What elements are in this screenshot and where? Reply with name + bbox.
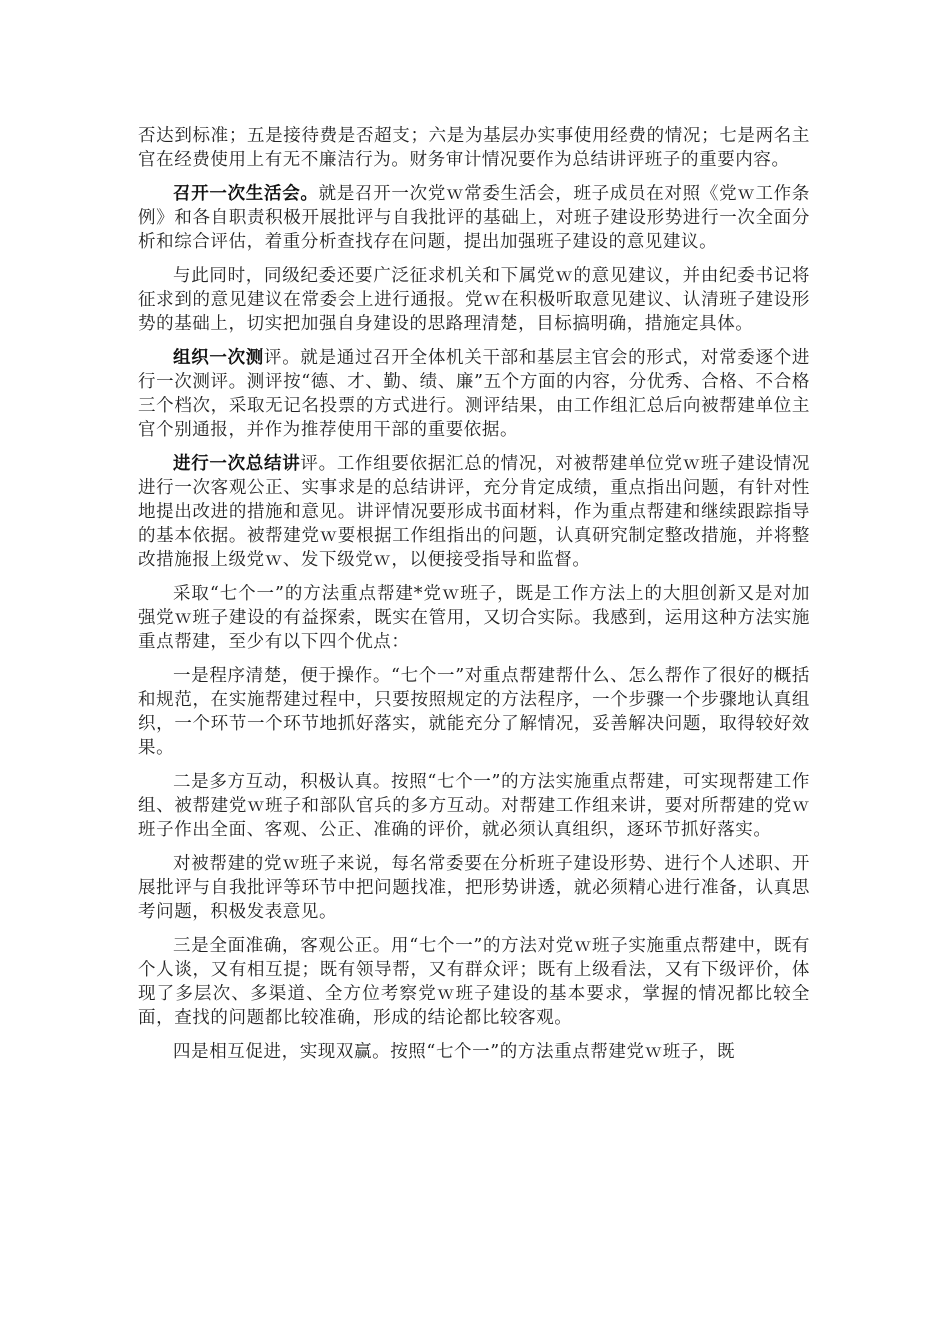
paragraph-11-text: 四是相互促进，实现双赢。按照“七个一”的方法重点帮建党ｗ班子，既 [173, 1042, 736, 1062]
paragraph-8 [138, 770, 810, 842]
paragraph-2-lead: 召开一次生活会。 [173, 184, 319, 204]
document-body [138, 124, 810, 1074]
paragraph-2 [138, 182, 810, 254]
paragraph-11 [138, 1040, 810, 1064]
paragraph-5-text: 评。工作组要依据汇总的情况，对被帮建单位党ｗ班子建设情况进行一次客观公正、实事求是的总结讲评，充分肯定成绩，重点指出问题，有针对性地提出改进的措施和意见。讲评情况要形成书面材料，作为重点帮建和继续跟踪指导的基本依据。被帮建党ｗ要根据工作组指出的问题，认真研究制定整改措施，并将整改措施报上级党ｗ、发下级党ｗ，以便接受指导和监督。 [138, 454, 810, 570]
paragraph-6 [138, 582, 810, 654]
paragraph-3 [138, 264, 810, 336]
paragraph-10 [138, 934, 810, 1030]
paragraph-6-text: 采取“七个一”的方法重点帮建*党ｗ班子，既是工作方法上的大胆创新又是对加强党ｗ班子建设的有益探索，既实在管用，又切合实际。我感到，运用这种方法实施重点帮建，至少有以下四个优点： [138, 584, 810, 652]
paragraph-10-text: 三是全面准确，客观公正。用“七个一”的方法对党ｗ班子实施重点帮建中，既有个人谈，又有相互提；既有领导帮，又有群众评；既有上级看法，又有下级评价，体现了多层次、多渠道、全方位考察党ｗ班子建设的基本要求，掌握的情况都比较全面，查找的问题都比较准确，形成的结论都比较客观。 [138, 936, 810, 1028]
paragraph-4-text: 评。就是通过召开全体机关干部和基层主官会的形式，对常委逐个进行一次测评。测评按“德、才、勤、绩、廉”五个方面的内容，分优秀、合格、不合格三个档次，采取无记名投票的方式进行。测评结果，由工作组汇总后向被帮建单位主官个别通报，并作为推荐使用干部的重要依据。 [138, 348, 810, 440]
paragraph-4 [138, 346, 810, 442]
paragraph-1 [138, 124, 810, 172]
paragraph-7-text: 一是程序清楚，便于操作。“七个一”对重点帮建帮什么、怎么帮作了很好的概括和规范，在实施帮建过程中，只要按照规定的方法程序，一个步骤一个步骤地认真组织，一个环节一个环节地抓好落实，就能充分了解情况，妥善解决问题，取得较好效果。 [138, 666, 810, 758]
paragraph-2-text: 就是召开一次党ｗ常委生活会，班子成员在对照《党ｗ工作条例》和各自职责积极开展批评与自我批评的基础上，对班子建设形势进行一次全面分析和综合评估，着重分析查找存在问题，提出加强班子建设的意见建议。 [138, 184, 810, 252]
paragraph-8-text: 二是多方互动，积极认真。按照“七个一”的方法实施重点帮建，可实现帮建工作组、被帮建党ｗ班子和部队官兵的多方互动。对帮建工作组来讲，要对所帮建的党ｗ班子作出全面、客观、公正、准确的评价，就必须认真组织，逐环节抓好落实。 [138, 772, 810, 840]
paragraph-7 [138, 664, 810, 760]
paragraph-5 [138, 452, 810, 572]
paragraph-3-text: 与此同时，同级纪委还要广泛征求机关和下属党ｗ的意见建议，并由纪委书记将征求到的意见建议在常委会上进行通报。党ｗ在积极听取意见建议、认清班子建设形势的基础上，切实把加强自身建设的思路理清楚，目标搞明确，措施定具体。 [138, 266, 810, 334]
paragraph-1-text: 否达到标准；五是接待费是否超支；六是为基层办实事使用经费的情况；七是两名主官在经费使用上有无不廉洁行为。财务审计情况要作为总结讲评班子的重要内容。 [138, 126, 810, 170]
paragraph-5-lead: 进行一次总结讲 [173, 454, 301, 474]
paragraph-9 [138, 852, 810, 924]
paragraph-4-lead: 组织一次测 [173, 348, 265, 368]
paragraph-9-text: 对被帮建的党ｗ班子来说，每名常委要在分析班子建设形势、进行个人述职、开展批评与自我批评等环节中把问题找准，把形势讲透，就必须精心进行准备，认真思考问题，积极发表意见。 [138, 854, 810, 922]
